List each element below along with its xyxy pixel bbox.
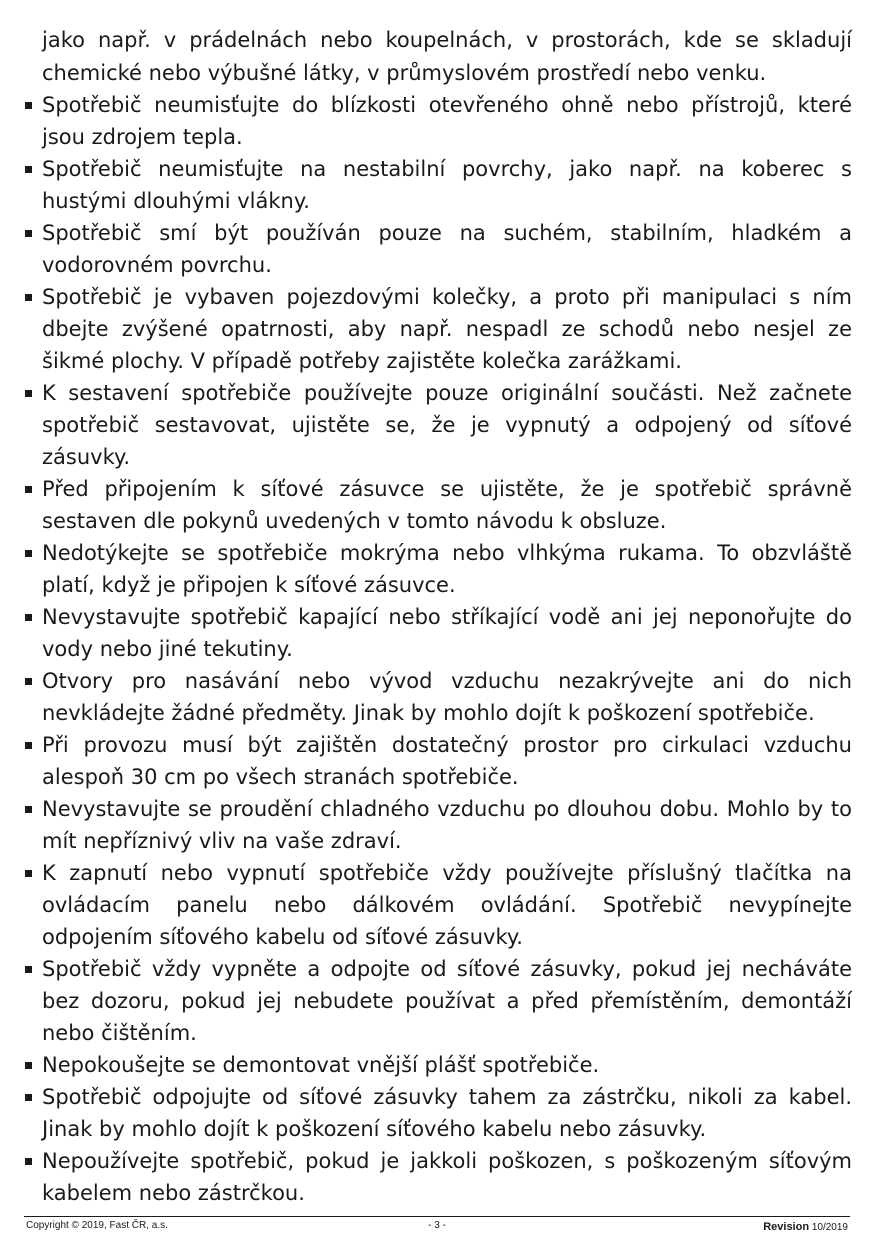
intro-paragraph: jako např. v prádelnách nebo koupelnách, v prostorách, kde se skladují chemické nebo výbušné látky, v průmyslovém prostředí nebo venku. (42, 28, 852, 85)
list-item (24, 601, 852, 665)
page-footer (24, 1216, 850, 1237)
list-item-text: Před připojením k síťové zásuvce se ujistěte, že je spotřebič správně sestaven dle pokynů uvedených v tomto návodu k obsluze. (42, 477, 852, 533)
list-item (24, 153, 852, 217)
list-item (24, 89, 852, 153)
bullet-square-icon (25, 870, 32, 877)
bullet-square-icon (25, 486, 32, 493)
bullet-square-icon (25, 742, 32, 749)
bullet-square-icon (25, 1062, 32, 1069)
list-item-text: Nedotýkejte se spotřebiče mokrýma nebo vlhkýma rukama. To obzvláště platí, když je připojen k síťové zásuvce. (42, 541, 852, 597)
bullet-square-icon (25, 550, 32, 557)
page-number: - 3 - (428, 1220, 446, 1231)
list-item (24, 377, 852, 473)
revision-label: Revision (763, 1221, 810, 1233)
bullet-square-icon (25, 166, 32, 173)
bullet-square-icon (25, 806, 32, 813)
safety-list (24, 89, 852, 1209)
bullet-square-icon (25, 614, 32, 621)
list-item-text: Nevystavujte se proudění chladného vzduchu po dlouhou dobu. Mohlo by to mít nepříznivý vliv na vaše zdraví. (42, 797, 852, 853)
list-item (24, 857, 852, 953)
list-item (24, 729, 852, 793)
list-item-text: Spotřebič vždy vypněte a odpojte od síťové zásuvky, pokud jej necháváte bez dozoru, pokud jej nebudete používat a před přemístěním, demontáží nebo čištěním. (42, 957, 852, 1045)
list-item (24, 473, 852, 537)
list-item-text: K sestavení spotřebiče používejte pouze originální součásti. Než začnete spotřebič sestavovat, ujistěte se, že je vypnutý a odpojený od síťové zásuvky. (42, 381, 852, 469)
bullet-square-icon (25, 966, 32, 973)
bullet-square-icon (25, 390, 32, 397)
bullet-square-icon (25, 230, 32, 237)
list-item-text: Spotřebič odpojujte od síťové zásuvky tahem za zástrčku, nikoli za kabel. Jinak by mohlo dojít k poškození síťového kabelu nebo zásuvky. (42, 1085, 852, 1141)
list-item-text: Spotřebič neumisťujte do blízkosti otevřeného ohně nebo přístrojů, které jsou zdrojem tepla. (42, 93, 852, 149)
bullet-square-icon (25, 1158, 32, 1165)
list-item-text: Nepoužívejte spotřebič, pokud je jakkoli poškozen, s poškozeným síťovým kabelem nebo zástrčkou. (42, 1149, 852, 1205)
list-item (24, 793, 852, 857)
list-item (24, 217, 852, 281)
list-item (24, 953, 852, 1049)
bullet-square-icon (25, 294, 32, 301)
list-item (24, 537, 852, 601)
list-item-text: Spotřebič smí být používán pouze na suchém, stabilním, hladkém a vodorovném povrchu. (42, 221, 852, 277)
list-item-text: Při provozu musí být zajištěn dostatečný prostor pro cirkulaci vzduchu alespoň 30 cm po všech stranách spotřebiče. (42, 733, 852, 789)
list-item (24, 1049, 852, 1081)
list-item-text: K zapnutí nebo vypnutí spotřebiče vždy používejte příslušný tlačítka na ovládacím panelu nebo dálkovém ovládání. Spotřebič nevypínejte odpojením síťového kabelu od síťové zásuvky. (42, 861, 852, 949)
revision-value: 10/2019 (811, 1222, 848, 1233)
list-item (24, 1145, 852, 1209)
list-item-text: Nevystavujte spotřebič kapající nebo stříkající vodě ani jej neponořujte do vody nebo jiné tekutiny. (42, 605, 852, 661)
list-item (24, 281, 852, 377)
list-item-text: Spotřebič je vybaven pojezdovými kolečky, a proto při manipulaci s ním dbejte zvýšené opatrnosti, aby např. nespadl ze schodů nebo nesjel ze šikmé plochy. V případě potřeby zajistěte kolečka zarážkami. (42, 285, 852, 373)
bullet-square-icon (25, 678, 32, 685)
list-item-text: Nepokoušejte se demontovat vnější plášť spotřebiče. (42, 1053, 600, 1077)
list-item (24, 665, 852, 729)
list-item (24, 1081, 852, 1145)
list-item-text: Spotřebič neumisťujte na nestabilní povrchy, jako např. na koberec s hustými dlouhými vlákny. (42, 157, 852, 213)
revision-info (763, 1221, 848, 1233)
bullet-square-icon (25, 102, 32, 109)
document-body (24, 24, 852, 1209)
copyright-notice: Copyright © 2019, Fast ČR, a.s. (26, 1220, 168, 1231)
bullet-square-icon (25, 1094, 32, 1101)
list-item-text: Otvory pro nasávání nebo vývod vzduchu nezakrývejte ani do nich nevkládejte žádné předměty. Jinak by mohlo dojít k poškození spotřebiče. (42, 669, 852, 725)
